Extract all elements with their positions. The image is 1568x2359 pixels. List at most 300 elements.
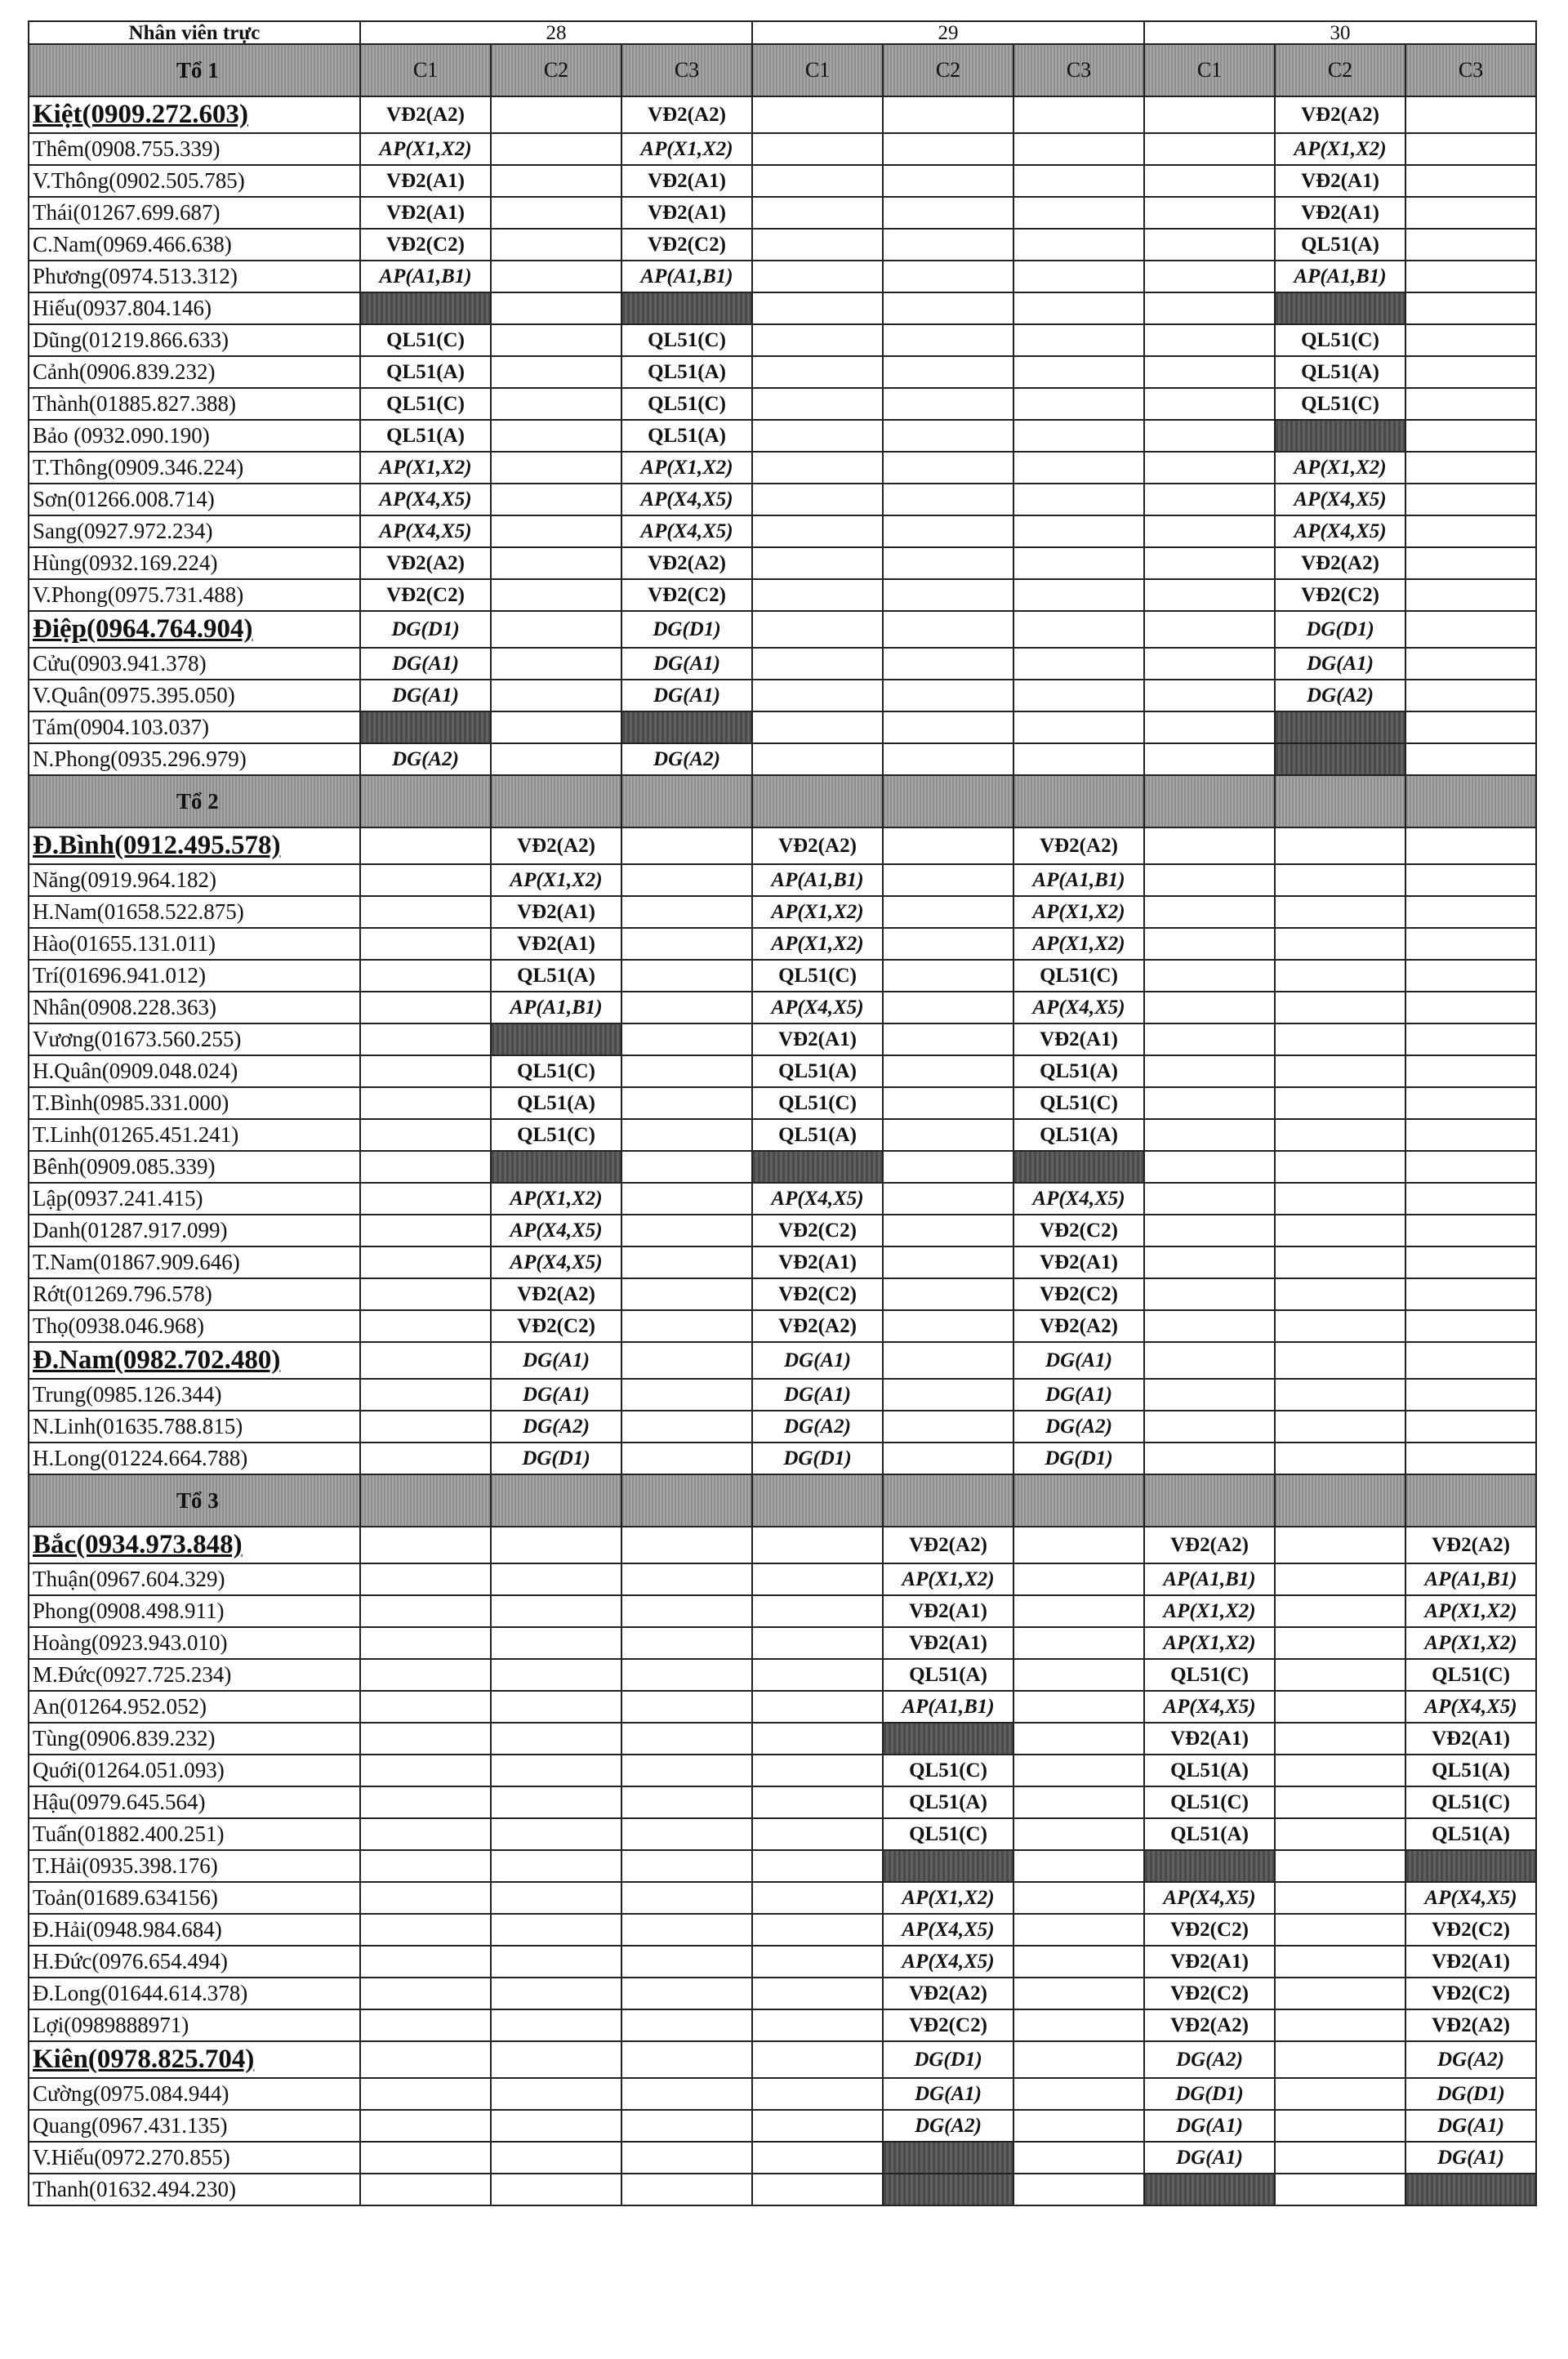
empty-cell — [1144, 960, 1275, 992]
empty-cell — [360, 1914, 491, 1946]
group-header-row — [29, 44, 1536, 96]
assignment-cell: AP(X1,X2) — [752, 896, 883, 928]
empty-cell — [360, 1946, 491, 1978]
empty-cell — [1013, 2174, 1144, 2205]
off-duty-cell — [1144, 2174, 1275, 2205]
empty-cell — [360, 896, 491, 928]
shift-header-cell — [1144, 775, 1275, 827]
assignment-cell: QL51(C) — [621, 324, 752, 356]
assignment-cell: AP(X1,X2) — [491, 864, 621, 896]
empty-cell — [1275, 1563, 1405, 1595]
staff-row — [29, 165, 1536, 197]
assignment-cell: VĐ2(A1) — [360, 165, 491, 197]
assignment-cell: AP(X1,X2) — [621, 133, 752, 165]
empty-cell — [491, 96, 621, 133]
staff-row — [29, 261, 1536, 292]
empty-cell — [360, 1882, 491, 1914]
empty-cell — [1144, 484, 1275, 515]
staff-row — [29, 1882, 1536, 1914]
assignment-cell: VĐ2(C2) — [883, 2009, 1013, 2041]
empty-cell — [360, 1215, 491, 1246]
assignment-cell: AP(X4,X5) — [883, 1946, 1013, 1978]
empty-cell — [491, 2041, 621, 2078]
assignment-cell: VĐ2(A1) — [360, 197, 491, 229]
empty-cell — [1405, 680, 1536, 711]
empty-cell — [1013, 388, 1144, 420]
empty-cell — [1405, 960, 1536, 992]
assignment-cell: AP(X4,X5) — [360, 484, 491, 515]
assignment-cell: DG(A1) — [491, 1342, 621, 1379]
empty-cell — [360, 1723, 491, 1755]
empty-cell — [1275, 1946, 1405, 1978]
empty-cell — [1275, 1087, 1405, 1119]
staff-name: Hiếu(0937.804.146) — [29, 292, 360, 324]
assignment-cell: VĐ2(A2) — [1144, 2009, 1275, 2041]
empty-cell — [1275, 1119, 1405, 1151]
empty-cell — [1275, 992, 1405, 1023]
empty-cell — [1013, 711, 1144, 743]
assignment-cell: DG(D1) — [1013, 1443, 1144, 1474]
empty-cell — [621, 1786, 752, 1818]
empty-cell — [752, 743, 883, 775]
empty-cell — [1013, 452, 1144, 484]
empty-cell — [883, 484, 1013, 515]
staff-name: T.Thông(0909.346.224) — [29, 452, 360, 484]
staff-name: Hào(01655.131.011) — [29, 928, 360, 960]
assignment-cell: VĐ2(A2) — [621, 96, 752, 133]
assignment-cell: AP(X4,X5) — [1275, 484, 1405, 515]
staff-row — [29, 928, 1536, 960]
empty-cell — [1275, 864, 1405, 896]
assignment-cell: VĐ2(C2) — [1275, 579, 1405, 611]
empty-cell — [1013, 420, 1144, 452]
assignment-cell: DG(A1) — [360, 648, 491, 680]
assignment-cell: AP(A1,B1) — [752, 864, 883, 896]
staff-name: Đ.Hải(0948.984.684) — [29, 1914, 360, 1946]
empty-cell — [1013, 96, 1144, 133]
empty-cell — [1013, 2041, 1144, 2078]
empty-cell — [1013, 1595, 1144, 1627]
staff-row — [29, 992, 1536, 1023]
empty-cell — [621, 1023, 752, 1055]
empty-cell — [1144, 388, 1275, 420]
assignment-cell: VĐ2(A2) — [491, 827, 621, 864]
empty-cell — [883, 547, 1013, 579]
empty-cell — [360, 1659, 491, 1691]
assignment-cell: DG(D1) — [1275, 611, 1405, 648]
empty-cell — [621, 1882, 752, 1914]
staff-name: Toản(01689.634156) — [29, 1882, 360, 1914]
staff-name: Thanh(01632.494.230) — [29, 2174, 360, 2205]
empty-cell — [752, 292, 883, 324]
assignment-cell: AP(A1,B1) — [1275, 261, 1405, 292]
empty-cell — [1405, 165, 1536, 197]
empty-cell — [1275, 1411, 1405, 1443]
shift-header-cell: C3 — [1013, 44, 1144, 96]
assignment-cell: DG(A2) — [360, 743, 491, 775]
assignment-cell: VĐ2(A1) — [491, 928, 621, 960]
staff-name: Thuận(0967.604.329) — [29, 1563, 360, 1595]
empty-cell — [1013, 1723, 1144, 1755]
staff-name: Tuấn(01882.400.251) — [29, 1818, 360, 1850]
empty-cell — [621, 1215, 752, 1246]
empty-cell — [1405, 1119, 1536, 1151]
assignment-cell: AP(A1,B1) — [360, 261, 491, 292]
empty-cell — [621, 1595, 752, 1627]
assignment-cell: DG(A1) — [491, 1379, 621, 1411]
empty-cell — [1013, 515, 1144, 547]
assignment-cell: VĐ2(A1) — [752, 1023, 883, 1055]
empty-cell — [1013, 1786, 1144, 1818]
empty-cell — [1144, 292, 1275, 324]
empty-cell — [1275, 1183, 1405, 1215]
empty-cell — [883, 1342, 1013, 1379]
assignment-cell: VĐ2(A1) — [1013, 1246, 1144, 1278]
day-header-29: 29 — [752, 21, 1144, 44]
empty-cell — [621, 827, 752, 864]
empty-cell — [1275, 1055, 1405, 1087]
empty-cell — [491, 1527, 621, 1563]
staff-row — [29, 1215, 1536, 1246]
empty-cell — [752, 2174, 883, 2205]
duty-schedule-table — [28, 20, 1537, 2206]
staff-row — [29, 1087, 1536, 1119]
empty-cell — [883, 579, 1013, 611]
empty-cell — [1013, 484, 1144, 515]
assignment-cell: VĐ2(A2) — [1013, 827, 1144, 864]
empty-cell — [1275, 1379, 1405, 1411]
assignment-cell: AP(X1,X2) — [1144, 1627, 1275, 1659]
empty-cell — [1405, 1342, 1536, 1379]
empty-cell — [360, 2078, 491, 2110]
empty-cell — [621, 1659, 752, 1691]
assignment-cell: VĐ2(C2) — [1144, 1978, 1275, 2009]
assignment-cell: VĐ2(C2) — [621, 579, 752, 611]
staff-row — [29, 1595, 1536, 1627]
empty-cell — [883, 388, 1013, 420]
staff-row — [29, 1278, 1536, 1310]
assignment-cell: AP(X4,X5) — [1405, 1882, 1536, 1914]
off-duty-cell — [360, 711, 491, 743]
assignment-cell: DG(D1) — [360, 611, 491, 648]
empty-cell — [360, 2174, 491, 2205]
empty-cell — [883, 1183, 1013, 1215]
empty-cell — [883, 1443, 1013, 1474]
empty-cell — [883, 452, 1013, 484]
empty-cell — [752, 1850, 883, 1882]
assignment-cell: QL51(A) — [1405, 1755, 1536, 1786]
assignment-cell: QL51(A) — [1405, 1818, 1536, 1850]
staff-row — [29, 1914, 1536, 1946]
assignment-cell: AP(A1,B1) — [1405, 1563, 1536, 1595]
empty-cell — [491, 1882, 621, 1914]
staff-name: Thọ(0938.046.968) — [29, 1310, 360, 1342]
assignment-cell: DG(A2) — [883, 2110, 1013, 2142]
staff-name: Đ.Long(01644.614.378) — [29, 1978, 360, 2009]
empty-cell — [621, 1278, 752, 1310]
empty-cell — [1144, 356, 1275, 388]
empty-cell — [1275, 2110, 1405, 2142]
staff-row — [29, 711, 1536, 743]
empty-cell — [360, 1527, 491, 1563]
empty-cell — [1405, 928, 1536, 960]
empty-cell — [1405, 579, 1536, 611]
assignment-cell: VĐ2(A2) — [1405, 1527, 1536, 1563]
staff-row — [29, 1183, 1536, 1215]
assignment-cell: AP(X1,X2) — [883, 1563, 1013, 1595]
staff-row — [29, 2174, 1536, 2205]
empty-cell — [1013, 1946, 1144, 1978]
staff-row — [29, 420, 1536, 452]
empty-cell — [1405, 1379, 1536, 1411]
staff-row — [29, 2078, 1536, 2110]
empty-cell — [1144, 827, 1275, 864]
empty-cell — [621, 1850, 752, 1882]
assignment-cell: QL51(C) — [1144, 1786, 1275, 1818]
empty-cell — [491, 1659, 621, 1691]
assignment-cell: AP(X1,X2) — [752, 928, 883, 960]
staff-row — [29, 484, 1536, 515]
staff-name: T.Linh(01265.451.241) — [29, 1119, 360, 1151]
empty-cell — [883, 827, 1013, 864]
empty-cell — [621, 864, 752, 896]
assignment-cell: DG(A2) — [752, 1411, 883, 1443]
empty-cell — [1144, 1023, 1275, 1055]
empty-cell — [621, 1310, 752, 1342]
assignment-cell: QL51(A) — [1144, 1818, 1275, 1850]
staff-name: Phong(0908.498.911) — [29, 1595, 360, 1627]
staff-name: Rớt(01269.796.578) — [29, 1278, 360, 1310]
assignment-cell: DG(A1) — [883, 2078, 1013, 2110]
empty-cell — [360, 1978, 491, 2009]
empty-cell — [621, 1151, 752, 1183]
group-header-row — [29, 1474, 1536, 1527]
empty-cell — [1144, 711, 1275, 743]
shift-header-cell — [360, 1474, 491, 1527]
empty-cell — [621, 1563, 752, 1595]
empty-cell — [360, 2041, 491, 2078]
empty-cell — [1144, 420, 1275, 452]
empty-cell — [1275, 1023, 1405, 1055]
staff-name: Nhân(0908.228.363) — [29, 992, 360, 1023]
empty-cell — [621, 1691, 752, 1723]
staff-name: V.Quân(0975.395.050) — [29, 680, 360, 711]
empty-cell — [360, 1627, 491, 1659]
empty-cell — [1275, 960, 1405, 992]
assignment-cell: QL51(C) — [621, 388, 752, 420]
assignment-cell: QL51(C) — [1275, 324, 1405, 356]
empty-cell — [1013, 197, 1144, 229]
assignment-cell: VĐ2(A2) — [1275, 547, 1405, 579]
staff-name: An(01264.952.052) — [29, 1691, 360, 1723]
empty-cell — [621, 1978, 752, 2009]
empty-cell — [752, 1914, 883, 1946]
empty-cell — [1013, 261, 1144, 292]
assignment-cell: VĐ2(A1) — [1275, 197, 1405, 229]
staff-name: Thêm(0908.755.339) — [29, 133, 360, 165]
assignment-cell: DG(A1) — [1275, 648, 1405, 680]
off-duty-cell — [1013, 1151, 1144, 1183]
staff-row — [29, 680, 1536, 711]
empty-cell — [1013, 611, 1144, 648]
assignment-cell: DG(A1) — [621, 680, 752, 711]
empty-cell — [1275, 1691, 1405, 1723]
assignment-cell: VĐ2(A1) — [883, 1595, 1013, 1627]
empty-cell — [1405, 864, 1536, 896]
empty-cell — [360, 960, 491, 992]
empty-cell — [883, 96, 1013, 133]
empty-cell — [1275, 2174, 1405, 2205]
staff-name: T.Nam(01867.909.646) — [29, 1246, 360, 1278]
empty-cell — [621, 1914, 752, 1946]
assignment-cell: DG(D1) — [752, 1443, 883, 1474]
assignment-cell: QL51(C) — [883, 1818, 1013, 1850]
empty-cell — [491, 356, 621, 388]
assignment-cell: AP(X4,X5) — [1405, 1691, 1536, 1723]
empty-cell — [883, 1278, 1013, 1310]
off-duty-cell — [1405, 1850, 1536, 1882]
off-duty-cell — [883, 2174, 1013, 2205]
assignment-cell: AP(X1,X2) — [883, 1882, 1013, 1914]
staff-row — [29, 1691, 1536, 1723]
empty-cell — [883, 1379, 1013, 1411]
empty-cell — [752, 1946, 883, 1978]
empty-cell — [883, 1215, 1013, 1246]
staff-row — [29, 896, 1536, 928]
staff-name: H.Quân(0909.048.024) — [29, 1055, 360, 1087]
empty-cell — [491, 2142, 621, 2174]
empty-cell — [621, 1183, 752, 1215]
empty-cell — [491, 197, 621, 229]
empty-cell — [1405, 1278, 1536, 1310]
empty-cell — [360, 2009, 491, 2041]
assignment-cell: QL51(A) — [621, 420, 752, 452]
empty-cell — [1144, 324, 1275, 356]
assignment-cell: DG(A1) — [1405, 2142, 1536, 2174]
empty-cell — [883, 648, 1013, 680]
empty-cell — [1275, 1659, 1405, 1691]
day-header-30: 30 — [1144, 21, 1536, 44]
empty-cell — [1405, 452, 1536, 484]
empty-cell — [1144, 197, 1275, 229]
assignment-cell: VĐ2(A2) — [1275, 96, 1405, 133]
assignment-cell: DG(A2) — [621, 743, 752, 775]
empty-cell — [883, 1119, 1013, 1151]
empty-cell — [1405, 484, 1536, 515]
staff-name: Cường(0975.084.944) — [29, 2078, 360, 2110]
assignment-cell: VĐ2(A2) — [1144, 1527, 1275, 1563]
assignment-cell: VĐ2(A2) — [883, 1527, 1013, 1563]
empty-cell — [1144, 1087, 1275, 1119]
assignment-cell: AP(A1,B1) — [621, 261, 752, 292]
empty-cell — [752, 388, 883, 420]
staff-name: Quang(0967.431.135) — [29, 2110, 360, 2142]
empty-cell — [752, 2041, 883, 2078]
empty-cell — [883, 292, 1013, 324]
empty-cell — [491, 579, 621, 611]
empty-cell — [1405, 896, 1536, 928]
assignment-cell: VĐ2(A1) — [621, 197, 752, 229]
empty-cell — [491, 165, 621, 197]
day-header-row — [29, 21, 1536, 44]
empty-cell — [1013, 1627, 1144, 1659]
empty-cell — [491, 1978, 621, 2009]
empty-cell — [883, 324, 1013, 356]
assignment-cell: VĐ2(C2) — [621, 229, 752, 261]
assignment-cell: VĐ2(C2) — [1405, 1914, 1536, 1946]
shift-header-cell: C3 — [1405, 44, 1536, 96]
off-duty-cell — [1275, 743, 1405, 775]
empty-cell — [1144, 1310, 1275, 1342]
shift-header-cell: C1 — [360, 44, 491, 96]
assignment-cell: VĐ2(A2) — [752, 1310, 883, 1342]
assignment-cell: DG(A2) — [1405, 2041, 1536, 2078]
empty-cell — [1144, 1055, 1275, 1087]
empty-cell — [1275, 2142, 1405, 2174]
empty-cell — [621, 992, 752, 1023]
empty-cell — [491, 1850, 621, 1882]
shift-header-cell — [1144, 1474, 1275, 1527]
empty-cell — [360, 1342, 491, 1379]
empty-cell — [360, 1087, 491, 1119]
staff-name: Hoàng(0923.943.010) — [29, 1627, 360, 1659]
staff-name: V.Hiếu(0972.270.855) — [29, 2142, 360, 2174]
assignment-cell: DG(D1) — [1405, 2078, 1536, 2110]
empty-cell — [1013, 1882, 1144, 1914]
empty-cell — [1013, 1563, 1144, 1595]
shift-header-cell — [621, 1474, 752, 1527]
empty-cell — [491, 1914, 621, 1946]
empty-cell — [1144, 992, 1275, 1023]
empty-cell — [621, 2142, 752, 2174]
staff-row — [29, 547, 1536, 579]
empty-cell — [1013, 680, 1144, 711]
staff-row — [29, 197, 1536, 229]
assignment-cell: VĐ2(A1) — [1144, 1946, 1275, 1978]
staff-row — [29, 579, 1536, 611]
empty-cell — [491, 292, 621, 324]
staff-name: Năng(0919.964.182) — [29, 864, 360, 896]
shift-header-cell — [752, 775, 883, 827]
empty-cell — [1144, 648, 1275, 680]
off-duty-cell — [621, 292, 752, 324]
staff-name: Trí(01696.941.012) — [29, 960, 360, 992]
empty-cell — [621, 2009, 752, 2041]
empty-cell — [752, 1563, 883, 1595]
empty-cell — [491, 452, 621, 484]
empty-cell — [752, 648, 883, 680]
empty-cell — [360, 1183, 491, 1215]
empty-cell — [1013, 579, 1144, 611]
empty-cell — [491, 1946, 621, 1978]
staff-row — [29, 1119, 1536, 1151]
empty-cell — [360, 1151, 491, 1183]
shift-header-cell — [883, 1474, 1013, 1527]
assignment-cell: QL51(C) — [491, 1119, 621, 1151]
empty-cell — [752, 1627, 883, 1659]
empty-cell — [1013, 547, 1144, 579]
assignment-cell: AP(X1,X2) — [360, 452, 491, 484]
empty-cell — [1275, 1151, 1405, 1183]
staff-row — [29, 1978, 1536, 2009]
empty-cell — [752, 1755, 883, 1786]
assignment-cell: VĐ2(A2) — [1013, 1310, 1144, 1342]
assignment-cell: DG(A1) — [1405, 2110, 1536, 2142]
empty-cell — [1405, 827, 1536, 864]
empty-cell — [752, 1978, 883, 2009]
empty-cell — [1144, 579, 1275, 611]
staff-name: Bênh(0909.085.339) — [29, 1151, 360, 1183]
